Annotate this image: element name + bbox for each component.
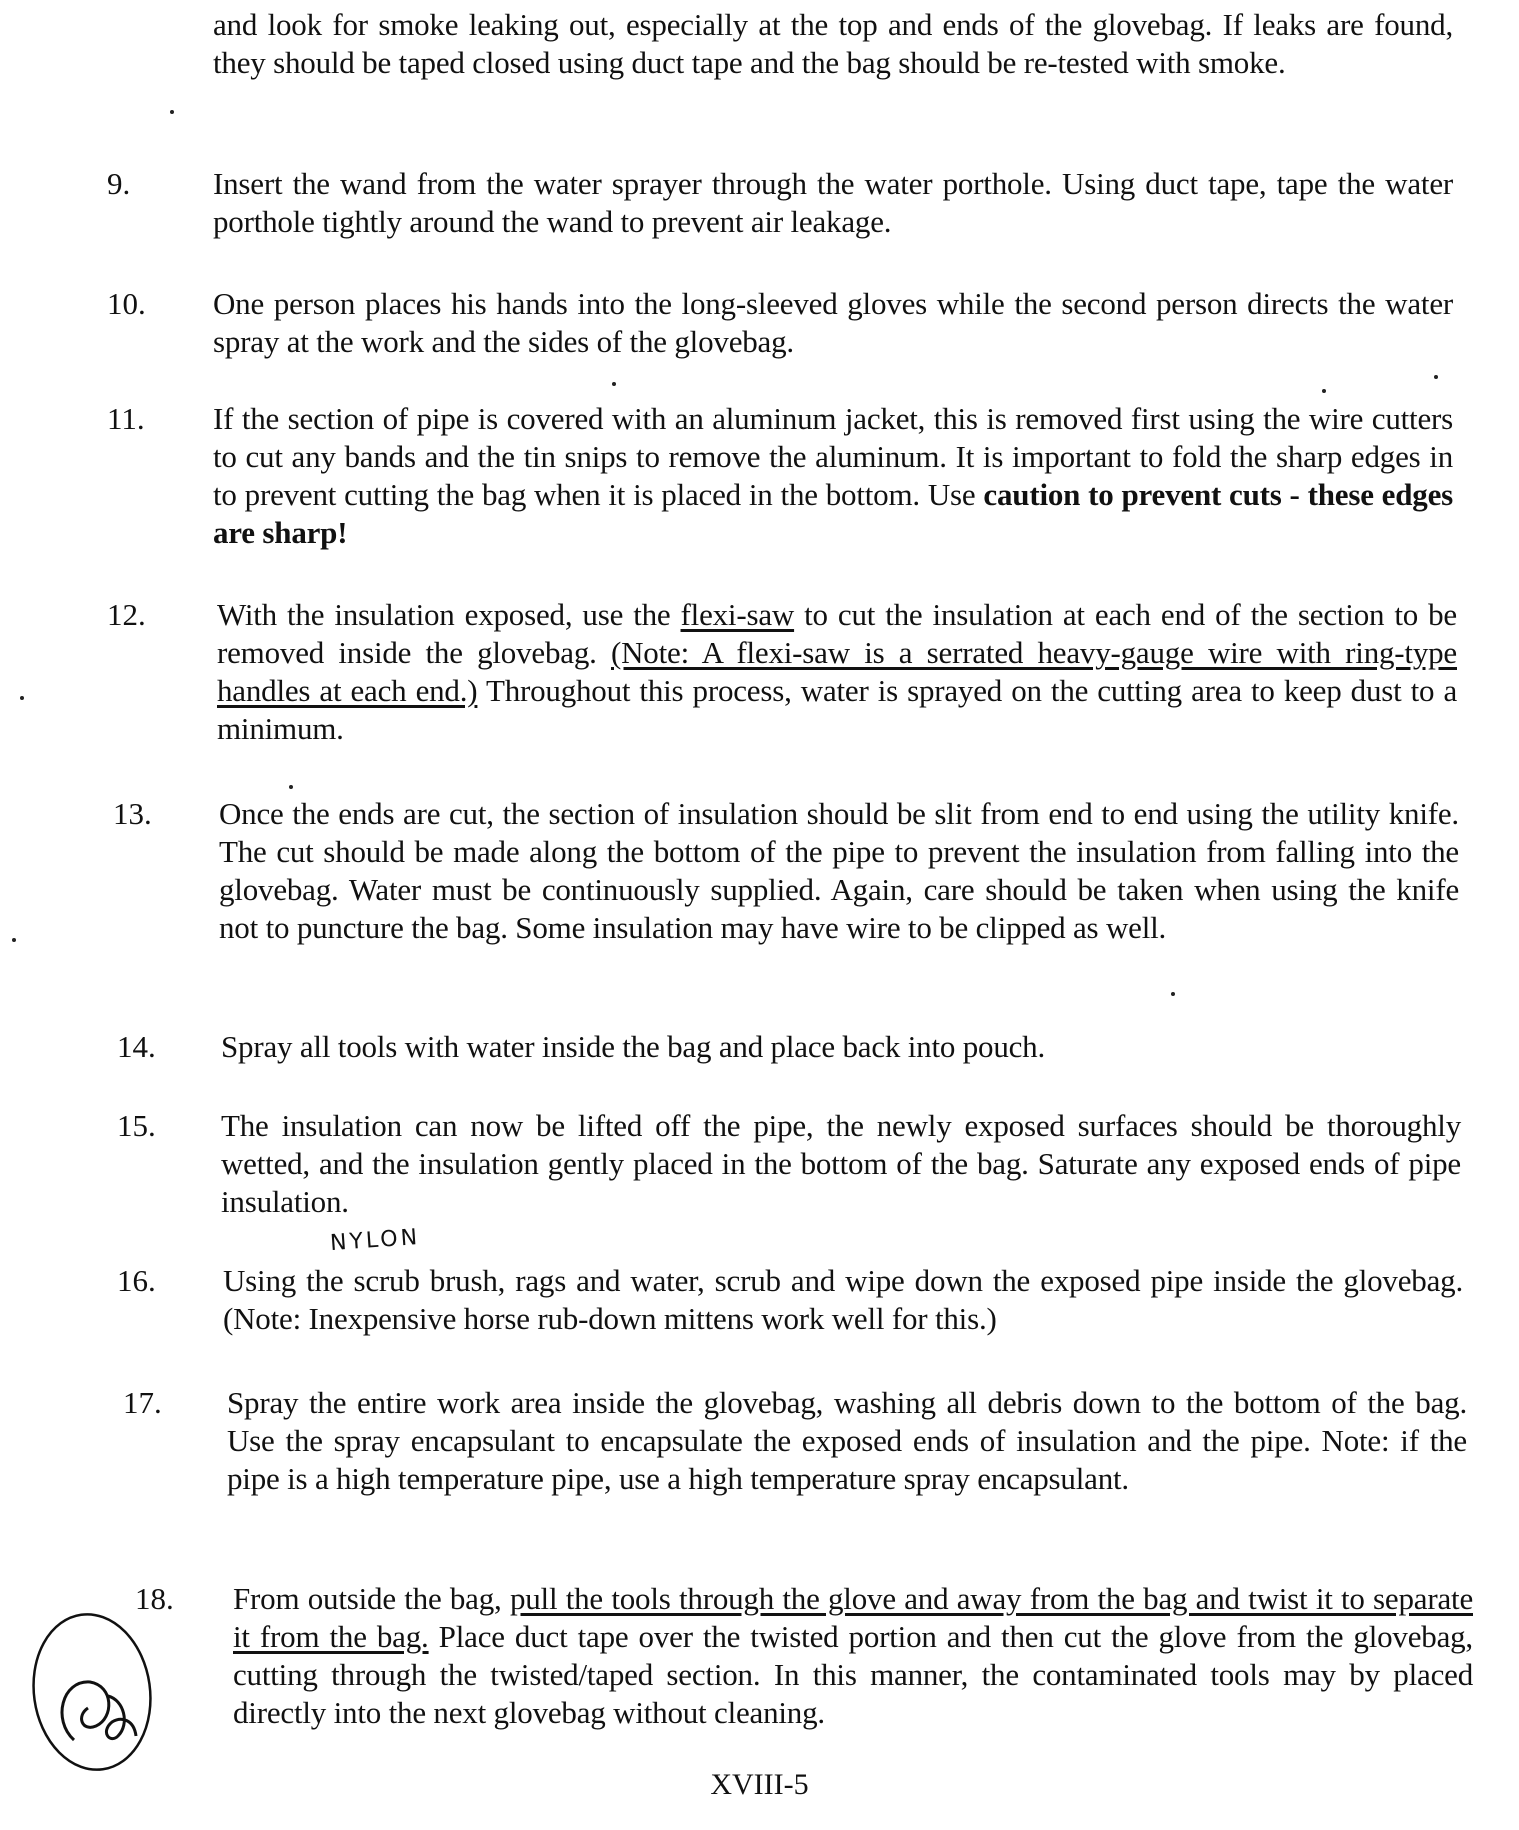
step-12-part-b: to cut the insulation at each end of the section to be removed inside the glovebag. bbox=[217, 597, 1457, 670]
scan-speck bbox=[170, 110, 174, 114]
scan-speck bbox=[1434, 375, 1438, 379]
step-17-text: Spray the entire work area inside the glovebag, washing all debris down to the bottom of the bag. Use the spray encapsulant to encapsulate the exposed ends of insulation and the pipe. Note: if the pipe is a high temperature pipe, use a high temperature spray encapsulant. bbox=[227, 1385, 1467, 1496]
step-15-text: The insulation can now be lifted off the pipe, the newly exposed surfaces should be thoroughly wetted, and the insulation gently placed in the bottom of the bag. Saturate any exposed ends of pipe insulation. bbox=[221, 1108, 1461, 1219]
step-13-number: 13. bbox=[113, 796, 152, 831]
step-12-note: (Note: A flexi-saw is a serrated heavy-gauge wire with ring-type handles at each end.) bbox=[217, 635, 1457, 708]
step-16-text: Using the scrub brush, rags and water, scrub and wipe down the exposed pipe inside the glovebag. (Note: Inexpensive horse rub-down mittens work well for this.) bbox=[223, 1263, 1463, 1336]
scan-speck bbox=[289, 785, 293, 789]
step-9-text: Insert the wand from the water sprayer through the water porthole. Using duct tape, tape the water porthole tightly around the wand to prevent air leakage. bbox=[213, 166, 1453, 239]
intro-paragraph: and look for smoke leaking out, especially at the top and ends of the glovebag. If leaks are found, they should be taped closed using duct tape and the bag should be re-tested with smoke. bbox=[213, 7, 1453, 80]
step-18-underlined: pull the tools through the glove and away from the bag and twist it to separate it from the bag. bbox=[233, 1581, 1473, 1654]
step-11-text bbox=[213, 400, 1453, 552]
step-18-number: 18. bbox=[135, 1581, 174, 1616]
step-11-number: 11. bbox=[107, 401, 145, 436]
step-12-flexi-saw: flexi-saw bbox=[680, 597, 795, 632]
step-10-text: One person places his hands into the long-sleeved gloves while the second person directs the water spray at the work and the sides of the glovebag. bbox=[213, 286, 1453, 359]
step-12-part-a: With the insulation exposed, use the bbox=[217, 597, 681, 632]
scan-speck bbox=[612, 382, 616, 386]
step-18-part-a: From outside the bag, bbox=[233, 1581, 510, 1616]
handwritten-circle-mark bbox=[22, 1600, 162, 1780]
step-12-number: 12. bbox=[107, 597, 146, 632]
step-16-number: 16. bbox=[117, 1263, 156, 1298]
step-14-text: Spray all tools with water inside the bag and place back into pouch. bbox=[221, 1029, 1046, 1064]
step-15-number: 15. bbox=[117, 1108, 156, 1143]
step-18-text bbox=[233, 1580, 1473, 1732]
step-9-number: 9. bbox=[107, 166, 131, 201]
scan-speck bbox=[1171, 992, 1175, 996]
step-13-text: Once the ends are cut, the section of insulation should be slit from end to end using the utility knife. The cut should be made along the bottom of the pipe to prevent the insulation from falling into the glovebag. Water must be continuously supplied. Again, care should be taken when using the knife not to puncture the bag. Some insulation may have wire to be clipped as well. bbox=[219, 796, 1459, 945]
step-12-part-c: Throughout this process, water is sprayed on the cutting area to keep dust to a minimum. bbox=[217, 673, 1457, 746]
scan-speck bbox=[20, 696, 24, 700]
handwritten-note: NYLON bbox=[329, 1224, 421, 1257]
scan-speck bbox=[12, 938, 16, 942]
scan-speck bbox=[1322, 389, 1326, 393]
step-10-number: 10. bbox=[107, 286, 146, 321]
step-12-text bbox=[217, 596, 1457, 748]
step-17-number: 17. bbox=[123, 1385, 162, 1420]
page-number: XVIII-5 bbox=[710, 1768, 809, 1801]
step-18-part-b: Place duct tape over the twisted portion and then cut the glove from the glovebag, cutting through the twisted/taped section. In this manner, the contaminated tools may by placed directly into the next glovebag without cleaning. bbox=[233, 1619, 1473, 1730]
step-14-number: 14. bbox=[117, 1029, 156, 1064]
step-11-warning: caution to prevent cuts - these edges are sharp! bbox=[213, 477, 1453, 550]
step-11-body: If the section of pipe is covered with an aluminum jacket, this is removed first using the wire cutters to cut any bands and the tin snips to remove the aluminum. It is important to fold the sharp edges in to prevent cutting the bag when it is placed in the bottom. Use bbox=[213, 401, 1453, 512]
